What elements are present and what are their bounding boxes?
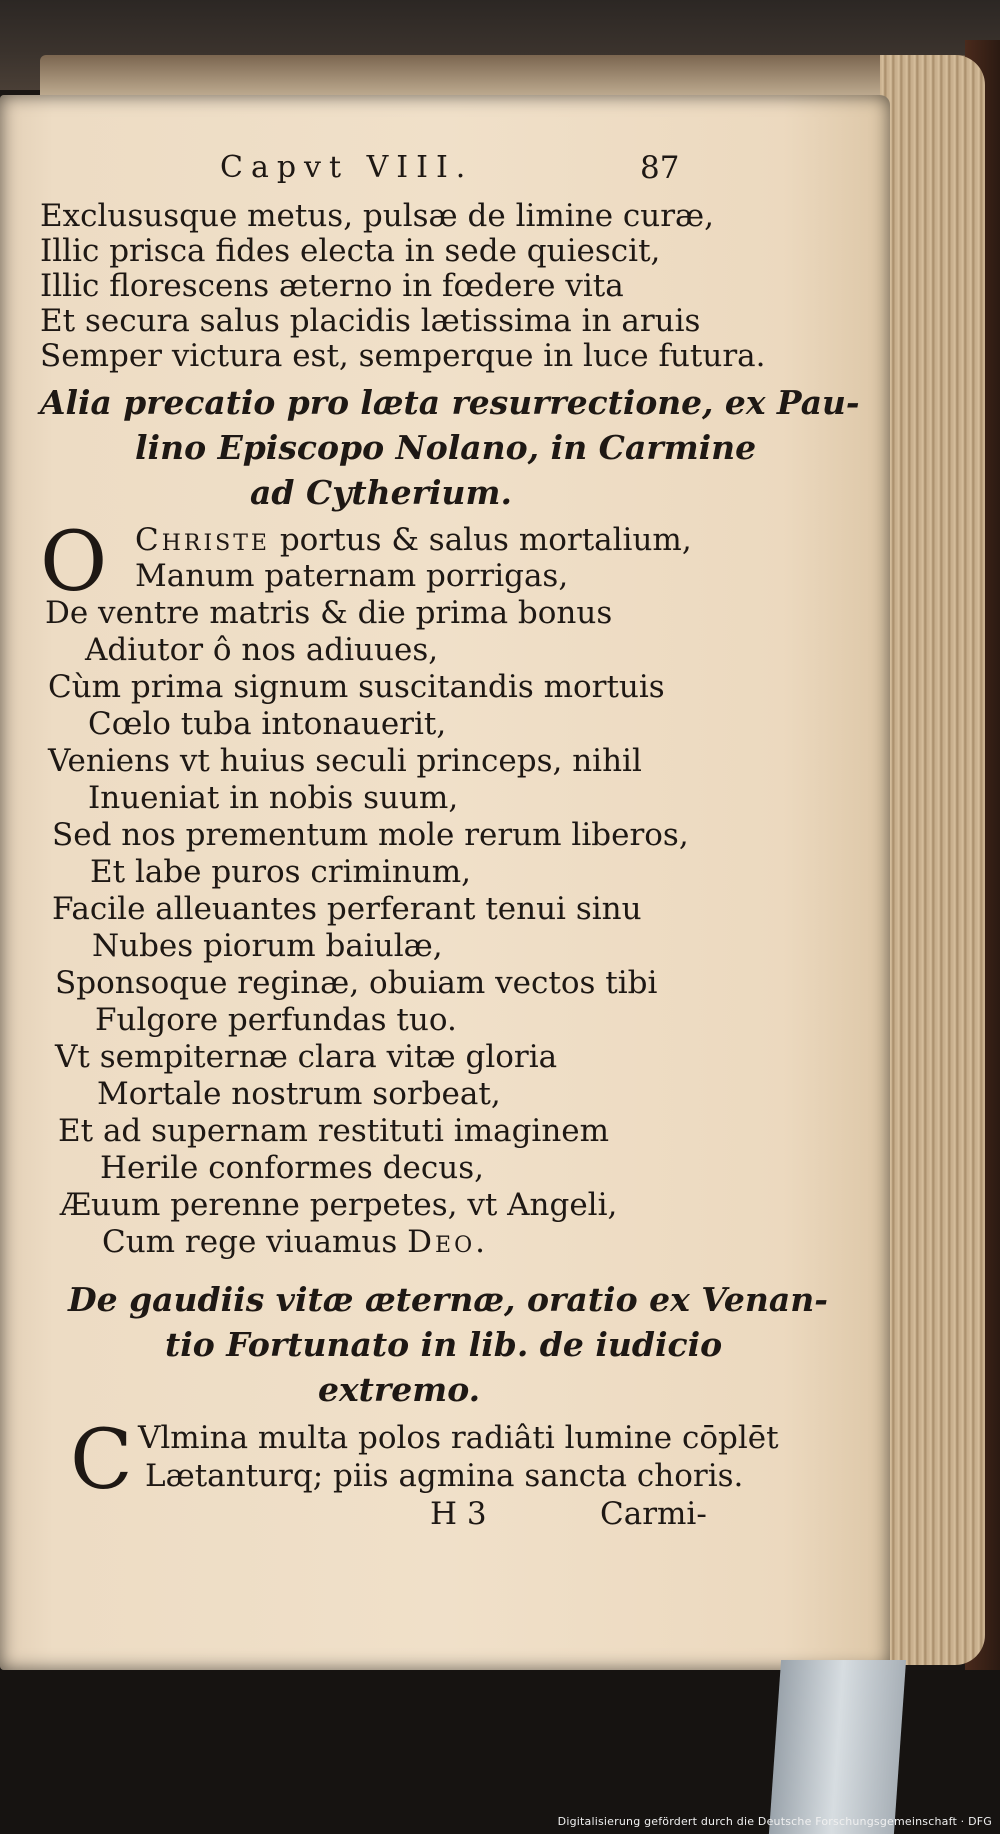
poem-1-line: Manum paternam porrigas, bbox=[135, 558, 569, 594]
drop-cap-o: O bbox=[40, 515, 108, 610]
heading-1-line-2: lino Episcopo Nolano, in Carmine bbox=[135, 428, 757, 467]
top-line-4: Et secura salus placidis lætissima in aruis bbox=[40, 303, 701, 339]
poem-1-last-word: Deo. bbox=[407, 1224, 488, 1260]
page-number: 87 bbox=[640, 150, 680, 186]
poem-1-line: Herile conformes decus, bbox=[100, 1150, 484, 1186]
poem-1-line: Cœlo tuba intonauerit, bbox=[88, 706, 447, 742]
poem-1-line: Adiutor ô nos adiuues, bbox=[85, 632, 439, 668]
poem-1-line: Et labe puros criminum, bbox=[90, 854, 472, 890]
top-line-1: Exclususque metus, pulsæ de limine curæ, bbox=[40, 198, 715, 234]
poem-1-line: Mortale nostrum sorbeat, bbox=[97, 1076, 501, 1112]
heading-2-line-2: tio Fortunato in lib. de iudicio bbox=[165, 1325, 723, 1364]
running-head: Capvt VIII. bbox=[220, 150, 474, 185]
heading-2-line-1: De gaudiis vitæ æternæ, oratio ex Venan- bbox=[68, 1280, 828, 1319]
poem-1-line: Fulgore perfundas tuo. bbox=[95, 1002, 457, 1038]
poem-1-line: Veniens vt huius seculi princeps, nihil bbox=[48, 743, 642, 779]
poem-2-line: Vlmina multa polos radiâti lumine cōplēt bbox=[138, 1420, 779, 1456]
poem-1-line: Æuum perenne perpetes, vt Angeli, bbox=[60, 1187, 618, 1223]
poem-1-first-line-rest: portus & salus mortalium, bbox=[279, 522, 692, 558]
catchword: Carmi- bbox=[600, 1496, 707, 1532]
poem-1-line: Facile alleuantes perferant tenui sinu bbox=[52, 891, 642, 927]
poem-1-line: De ventre matris & die prima bonus bbox=[45, 595, 613, 631]
poem-1-last-line bbox=[102, 1224, 488, 1260]
top-line-5: Semper victura est, semperque in luce futura. bbox=[40, 338, 766, 374]
top-line-2: Illic prisca fides electa in sede quiescit, bbox=[40, 233, 661, 269]
poem-1-line: Vt sempiternæ clara vitæ gloria bbox=[55, 1039, 558, 1075]
drop-cap-c: C bbox=[70, 1413, 133, 1508]
poem-1-line: Et ad supernam restituti imaginem bbox=[58, 1113, 610, 1149]
heading-1-line-1: Alia precatio pro læta resurrectione, ex Pau- bbox=[40, 383, 860, 422]
top-line-3: Illic florescens æterno in fœdere vita bbox=[40, 268, 624, 304]
poem-1-line: Sed nos prementum mole rerum liberos, bbox=[52, 817, 689, 853]
poem-1-last-line-start: Cum rege viuamus bbox=[102, 1224, 398, 1260]
poem-2-line: Lætanturq; piis agmina sancta choris. bbox=[145, 1458, 744, 1494]
poem-1-line: Inueniat in nobis suum, bbox=[88, 780, 459, 816]
heading-2-line-3: extremo. bbox=[318, 1370, 481, 1409]
poem-1-first-line bbox=[135, 522, 692, 558]
poem-1-first-word: Christe bbox=[135, 522, 270, 558]
poem-1-line: Nubes piorum baiulæ, bbox=[92, 928, 443, 964]
poem-1-line: Cùm prima signum suscitandis mortuis bbox=[48, 669, 665, 705]
poem-1-line: Sponsoque reginæ, obuiam vectos tibi bbox=[55, 965, 658, 1001]
digitization-credit: Digitalisierung gefördert durch die Deutsche Forschungsgemeinschaft · DFG bbox=[557, 1815, 992, 1828]
heading-1-line-3: ad Cytherium. bbox=[250, 473, 512, 512]
signature-mark: H 3 bbox=[430, 1496, 487, 1532]
